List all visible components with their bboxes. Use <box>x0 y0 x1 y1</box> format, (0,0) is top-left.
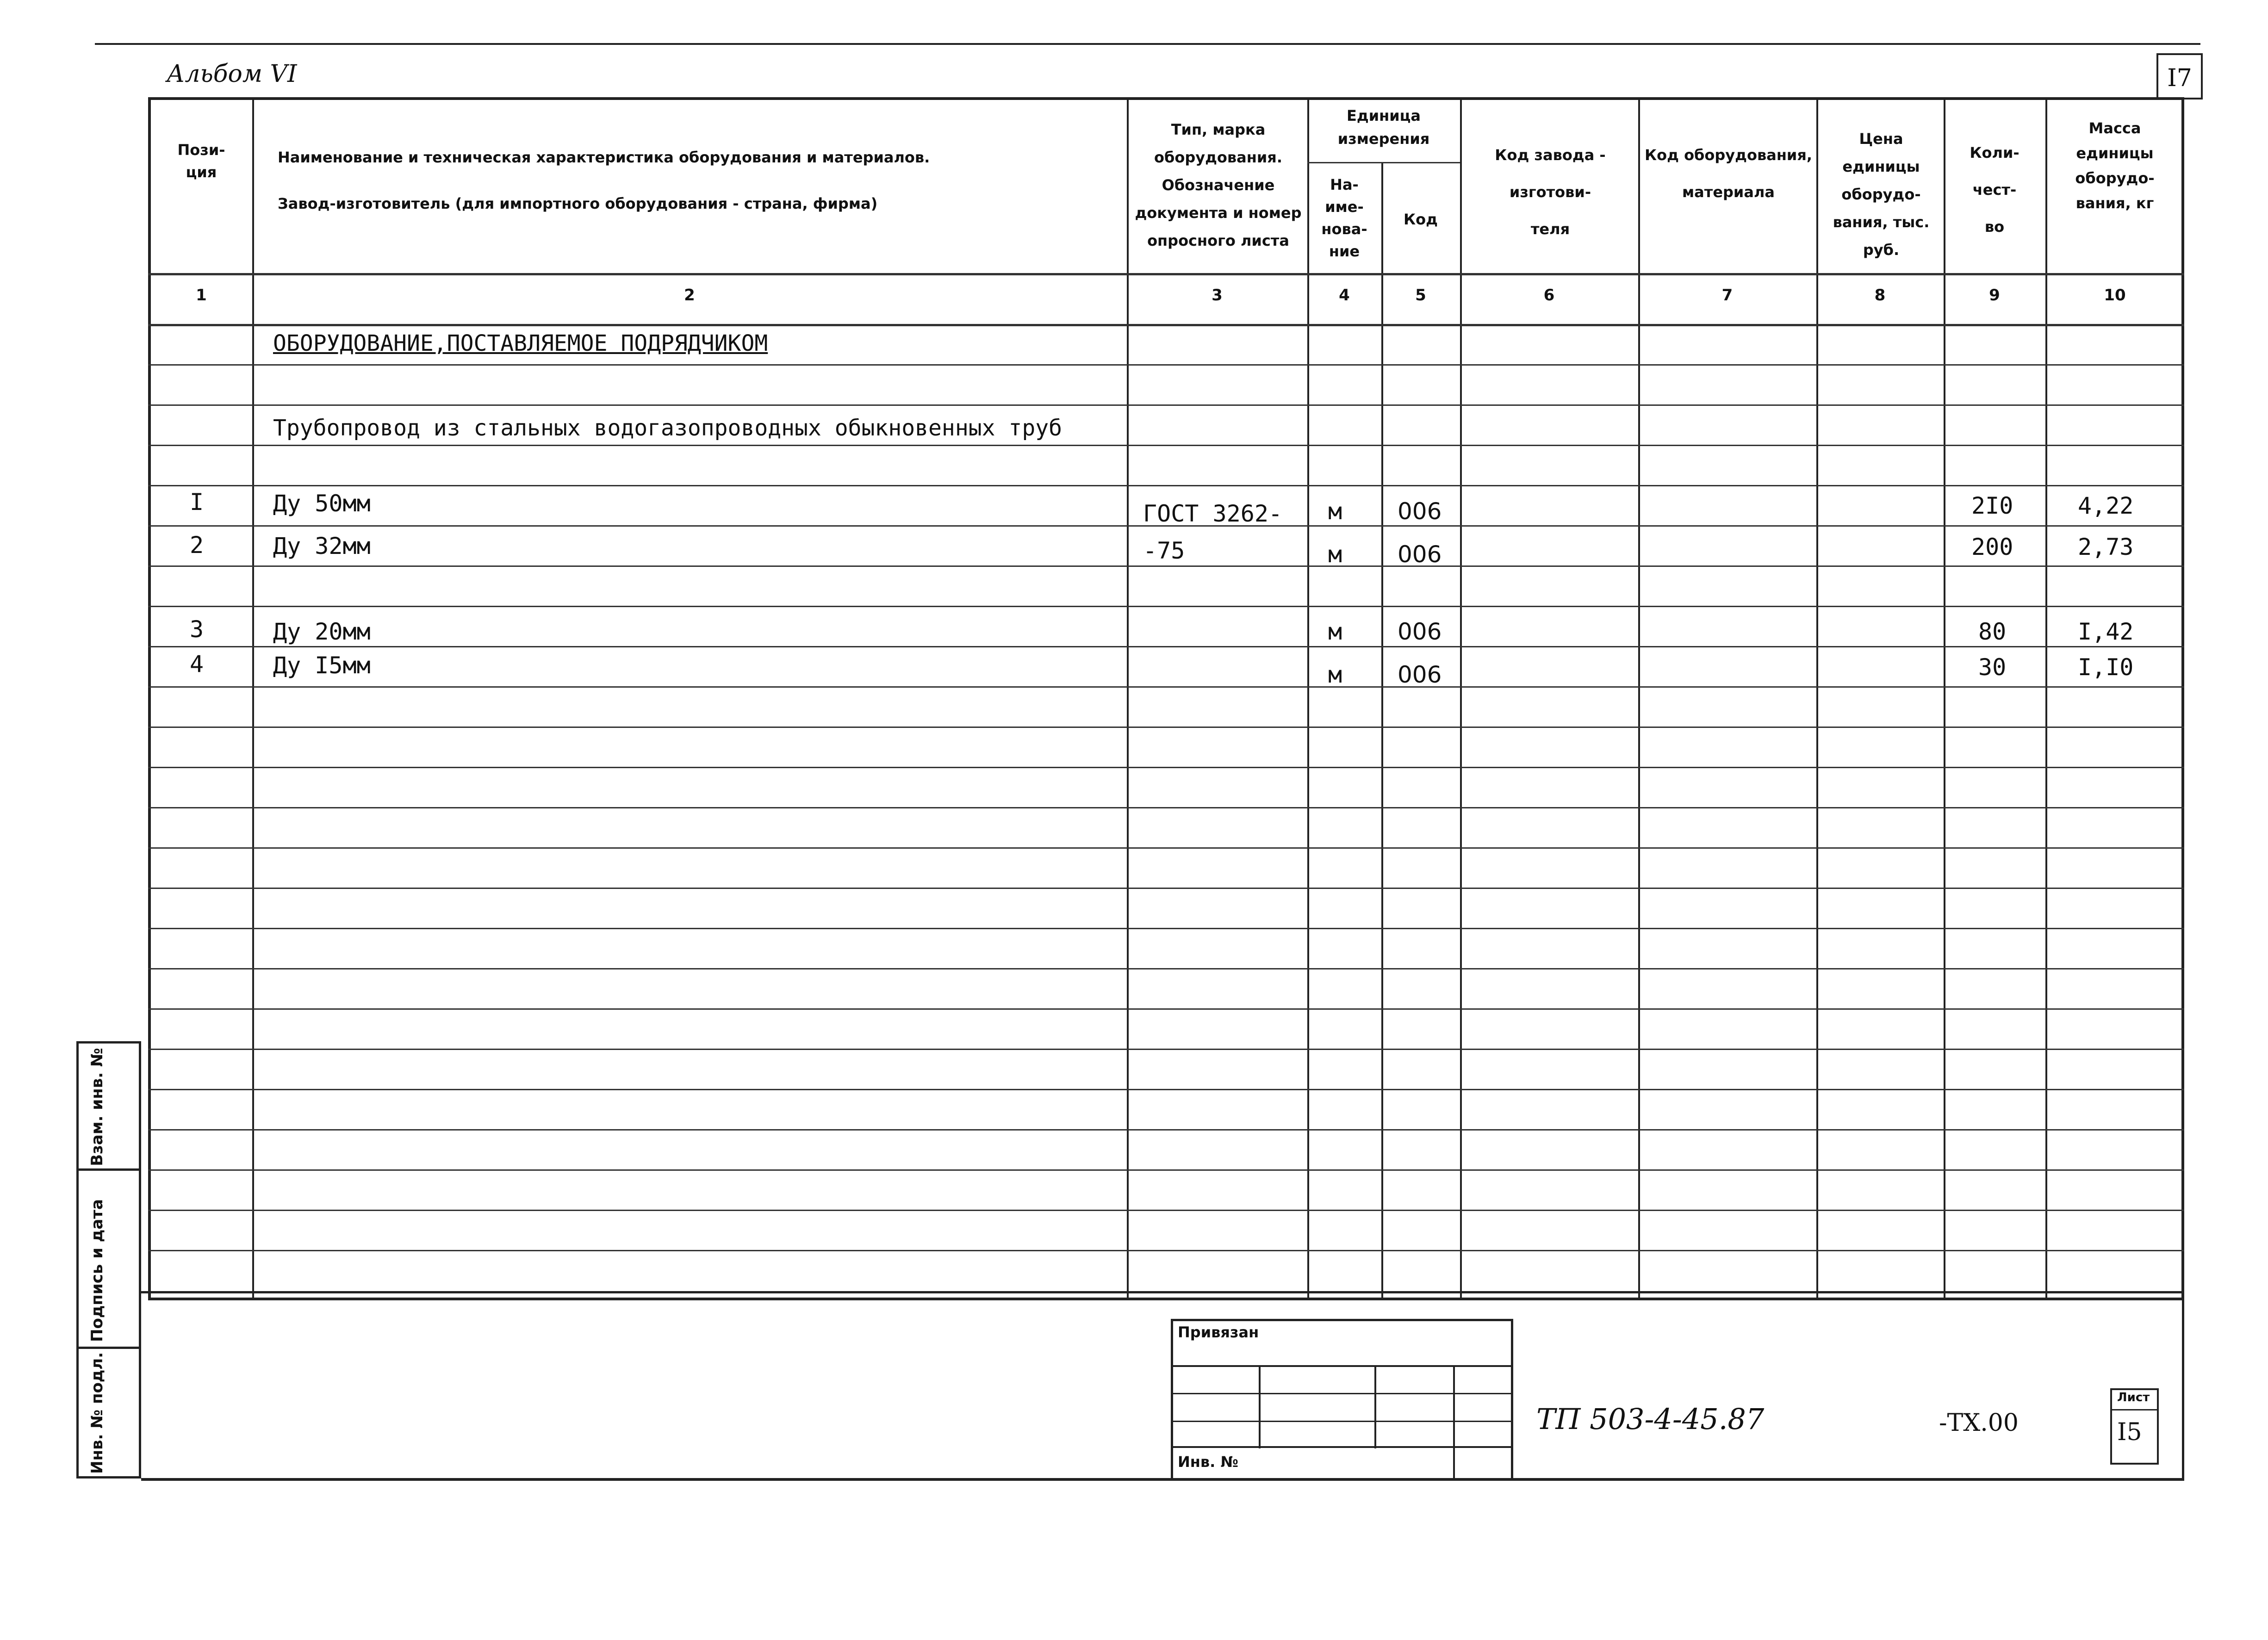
stamp-label-signature: Подпись и дата <box>88 1199 106 1342</box>
row-mass: I,42 <box>2078 618 2134 645</box>
row-rule <box>148 273 2184 275</box>
row-position: 2 <box>190 532 204 559</box>
column-number: 2 <box>684 286 695 304</box>
title-block <box>141 1291 2182 1481</box>
col-sep <box>252 97 254 1300</box>
col-header-quantity: Коли- чест- во <box>1970 144 2019 236</box>
row-unit: м <box>1328 541 1342 568</box>
column-number: 6 <box>1543 286 1555 304</box>
col-header-unit-code: Код <box>1404 211 1438 228</box>
sheet-box-rule <box>2110 1409 2159 1410</box>
row-code: 006 <box>1398 618 1442 645</box>
row-mass: I,I0 <box>2078 654 2134 681</box>
row-rule <box>148 364 2184 366</box>
sheet-label: Лист <box>2117 1391 2150 1404</box>
column-number: 10 <box>2104 286 2126 304</box>
row-unit: м <box>1328 661 1342 688</box>
col-header-price: Цена единицы оборудо- вания, тыс. руб. <box>1833 130 1930 259</box>
row-name: Ду 20мм <box>273 618 371 645</box>
row-quantity: 80 <box>1978 618 2007 645</box>
row-position: I <box>190 489 204 516</box>
col-header-equipment-code: Код оборудования, материала <box>1644 146 1813 201</box>
row-name: Ду I5мм <box>273 652 371 679</box>
section-title: ОБОРУДОВАНИЕ,ПОСТАВЛЯЕМОЕ ПОДРЯДЧИКОМ <box>273 330 768 356</box>
row-rule <box>148 1250 2184 1251</box>
row-rule <box>148 928 2184 929</box>
column-number: 9 <box>1989 286 2000 304</box>
row-rule <box>148 807 2184 808</box>
stamp-label-vzam: Взам. инв. № <box>88 1048 106 1166</box>
sheet-value: I5 <box>2117 1418 2142 1446</box>
left-stamp-rule <box>76 1168 141 1171</box>
row-rule <box>148 646 2184 647</box>
col-sep <box>1127 97 1129 1300</box>
row-rule <box>148 1210 2184 1211</box>
col-header-name: Наименование и техническая характеристика оборудования и материалов. Завод-изготовитель (для импортного оборудования - страна, фирма) <box>278 149 930 212</box>
row-code: 006 <box>1398 661 1442 688</box>
row-rule <box>148 1049 2184 1050</box>
row-rule <box>148 1008 2184 1010</box>
row-quantity: 30 <box>1978 654 2007 681</box>
col-sep <box>1460 97 1462 1300</box>
document-code: ТП 503-4-45.87 <box>1536 1402 1765 1436</box>
row-quantity: 200 <box>1971 534 2013 560</box>
row-rule <box>148 767 2184 768</box>
row-rule <box>148 888 2184 889</box>
column-number: 7 <box>1721 286 1733 304</box>
document-suffix: -ТХ.00 <box>1939 1409 2019 1437</box>
row-rule <box>148 445 2184 446</box>
row-rule <box>148 1129 2184 1131</box>
privyazan-rule <box>1171 1446 1513 1448</box>
col-header-factory-code: Код завода - изготови- теля <box>1495 146 1606 238</box>
row-rule <box>148 847 2184 849</box>
col-header-unit-name: На- име- нова- ние <box>1321 176 1367 260</box>
row-rule <box>148 686 2184 688</box>
row-code: 006 <box>1398 541 1442 568</box>
privyazan-sep <box>1374 1365 1376 1448</box>
privyazan-sep <box>1453 1365 1455 1481</box>
row-position: 3 <box>190 616 204 643</box>
privyazan-rule <box>1171 1365 1513 1367</box>
row-quantity: 2I0 <box>1971 492 2013 519</box>
row-unit: м <box>1328 618 1342 645</box>
col-sep <box>1307 97 1309 1300</box>
row-name: Ду 32мм <box>273 533 371 559</box>
spec-table-frame <box>148 97 2184 1300</box>
row-rule <box>148 1169 2184 1171</box>
privyazan-label: Привязан <box>1178 1323 1259 1341</box>
gost-designation: ГОСТ 3262- -75 <box>1143 500 1283 564</box>
title-block-right <box>2182 1291 2184 1481</box>
row-code: 006 <box>1398 498 1442 525</box>
row-unit: м <box>1328 498 1342 525</box>
left-stamp <box>76 1041 141 1478</box>
col-sep <box>2045 97 2047 1300</box>
album-label: Альбом VI <box>167 60 297 88</box>
col-sep <box>1638 97 1640 1300</box>
col-sep <box>1816 97 1818 1300</box>
row-rule <box>148 606 2184 607</box>
col-header-position: Пози- ция <box>177 141 225 181</box>
stamp-label-inv: Инв. № подл. <box>88 1352 106 1474</box>
left-stamp-rule <box>76 1347 141 1349</box>
page-number: I7 <box>2156 53 2203 99</box>
col-header-type: Тип, марка оборудования. Обозначение документа и номер опросного листа <box>1135 121 1302 249</box>
unit-sub-rule <box>1307 162 1460 163</box>
privyazan-sep <box>1259 1365 1261 1448</box>
column-number: 4 <box>1339 286 1350 304</box>
privyazan-rule <box>1171 1393 1513 1394</box>
row-rule <box>148 968 2184 969</box>
row-rule <box>148 404 2184 406</box>
row-rule <box>148 324 2184 326</box>
column-number: 5 <box>1415 286 1426 304</box>
col-header-unit: Единица измерения <box>1337 107 1430 148</box>
column-number: 3 <box>1212 286 1223 304</box>
col-header-mass: Масса единицы оборудо- вания, кг <box>2075 119 2155 212</box>
row-rule <box>148 1089 2184 1090</box>
row-position: 4 <box>190 651 204 677</box>
row-rule <box>148 485 2184 486</box>
row-rule <box>148 727 2184 728</box>
inv-label: Инв. № <box>1178 1453 1238 1471</box>
subsection-title: Трубопровод из стальных водогазопроводных обыкновенных труб <box>273 415 1063 441</box>
row-name: Ду 50мм <box>273 490 371 517</box>
column-number: 1 <box>196 286 207 304</box>
privyazan-rule <box>1171 1421 1513 1422</box>
row-mass: 4,22 <box>2078 492 2134 519</box>
col-sep <box>1944 97 1945 1300</box>
column-number: 8 <box>1874 286 1886 304</box>
top-rule <box>95 43 2200 45</box>
row-mass: 2,73 <box>2078 534 2134 560</box>
